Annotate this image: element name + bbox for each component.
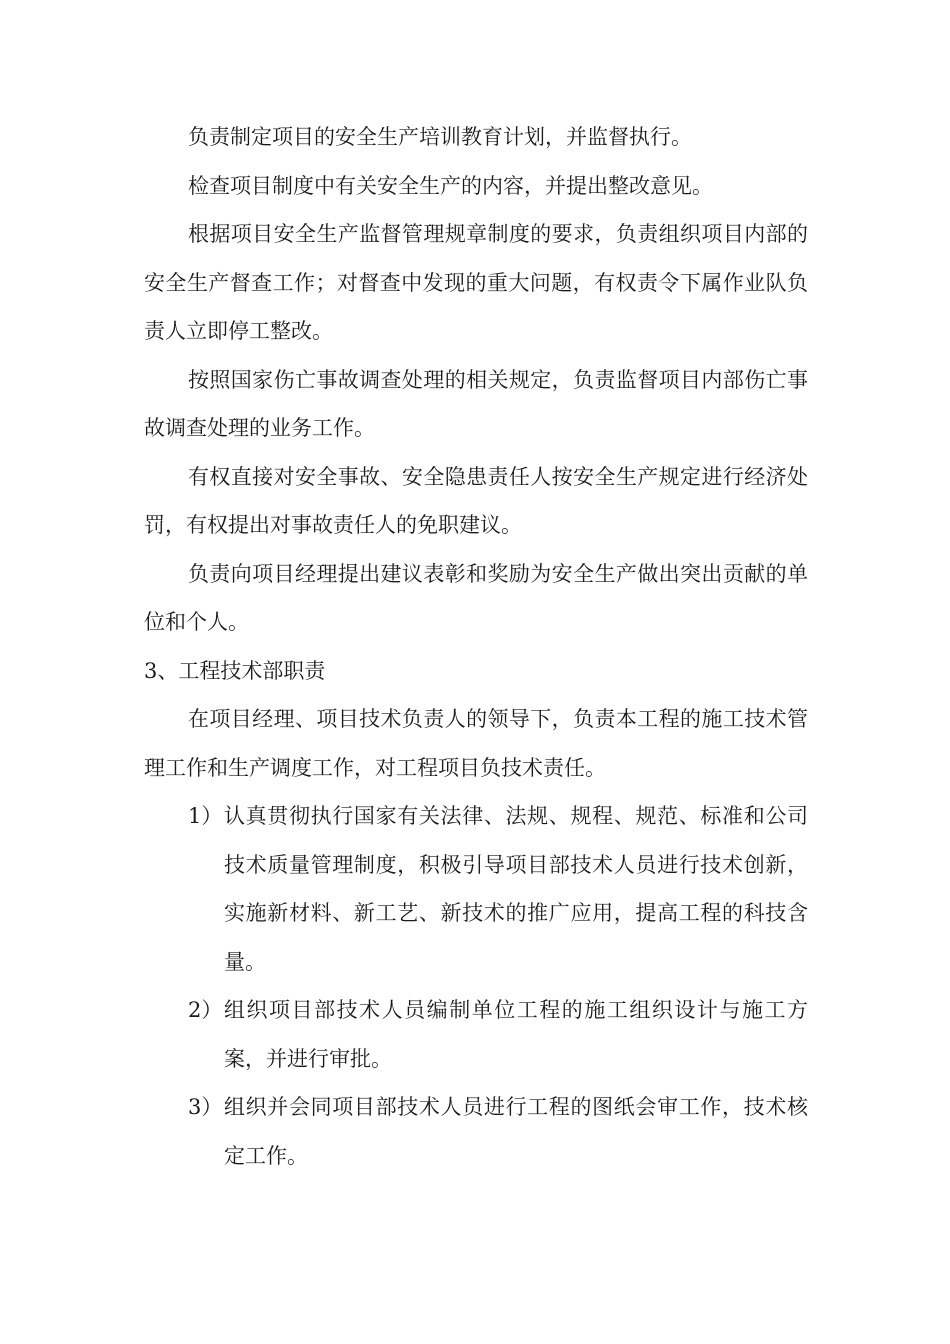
- list-item-text: 组织项目部技术人员编制单位工程的施工组织设计与施工方案，并进行审批。: [224, 998, 808, 1071]
- document-body: [144, 113, 808, 1180]
- paragraph-accident-investigation: 按照国家伤亡事故调查处理的相关规定，负责监督项目内部伤亡事故调查处理的业务工作。: [144, 367, 808, 440]
- list-item-number: 2）: [188, 998, 223, 1022]
- paragraph-training-plan: 负责制定项目的安全生产培训教育计划，并监督执行。: [188, 125, 692, 149]
- paragraph-safety-inspection: 根据项目安全生产监督管理规章制度的要求，负责组织项目内部的安全生产督查工作；对督查中发现的重大问题，有权责令下属作业队负责人立即停工整改。: [144, 222, 808, 343]
- list-item-text: 认真贯彻执行国家有关法律、法规、规程、规范、标准和公司技术质量管理制度，积极引导项目部技术人员进行技术创新，实施新材料、新工艺、新技术的推广应用，提高工程的科技含量。: [224, 804, 808, 974]
- list-item: [144, 986, 808, 1083]
- section-heading: 3、工程技术部职责: [144, 658, 326, 683]
- list-item-number: 1）: [188, 804, 223, 828]
- paragraph-penalty-authority: 有权直接对安全事故、安全隐患责任人按安全生产规定进行经济处罚，有权提出对事故责任人的免职建议。: [144, 464, 808, 537]
- list-item: [144, 792, 808, 986]
- section-intro: 在项目经理、项目技术负责人的领导下，负责本工程的施工技术管理工作和生产调度工作，对工程项目负技术责任。: [144, 707, 808, 780]
- list-item: [144, 1083, 808, 1180]
- list-item-text: 组织并会同项目部技术人员进行工程的图纸会审工作，技术核定工作。: [224, 1095, 808, 1168]
- paragraph-system-check: 检查项目制度中有关安全生产的内容，并提出整改意见。: [188, 173, 713, 198]
- list-item-number: 3）: [188, 1095, 223, 1119]
- paragraph-commendation: 负责向项目经理提出建议表彰和奖励为安全生产做出突出贡献的单位和个人。: [144, 561, 808, 634]
